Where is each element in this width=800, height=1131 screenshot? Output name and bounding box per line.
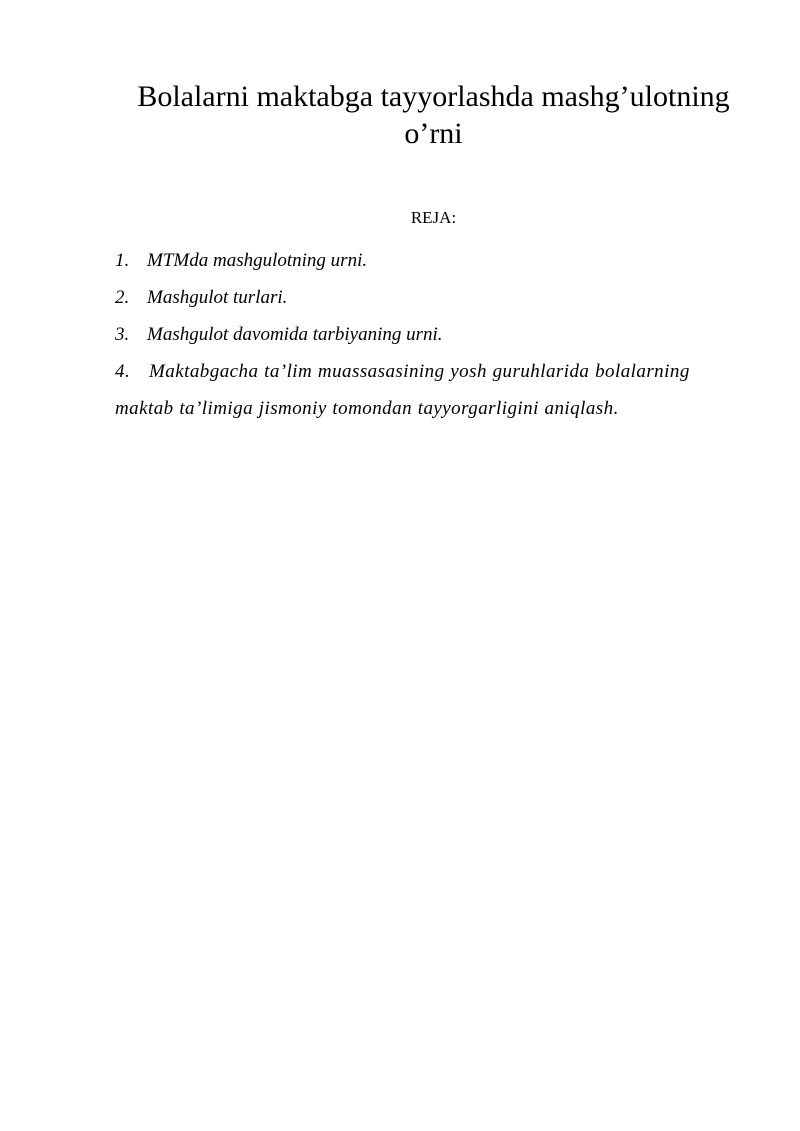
plan-list: [115, 242, 752, 427]
plan-item-number: 2.: [115, 287, 130, 308]
plan-item: [115, 242, 752, 279]
plan-item-number: 1.: [115, 250, 130, 271]
plan-item-text: Mashgulot turlari.: [147, 287, 288, 308]
plan-item-number: 3.: [115, 324, 130, 345]
document-title: Bolalarni maktabga tayyorlashda mashg’ulotning o’rni: [137, 80, 730, 150]
plan-item: [115, 316, 752, 353]
plan-heading: REJA:: [410, 208, 457, 227]
plan-item: [115, 279, 752, 316]
plan-item-number: 4.: [115, 361, 131, 382]
plan-item-text: MTMda mashgulotning urni.: [147, 250, 368, 271]
plan-item: [115, 353, 752, 427]
plan-item-text: Mashgulot davomida tarbiyaning urni.: [147, 324, 443, 345]
plan-item-text: Maktabgacha ta’lim muassasasining yosh guruhlarida bolalarning maktab ta’limiga jismoniy tomondan tayyorgarligini aniqlash.: [115, 361, 690, 419]
